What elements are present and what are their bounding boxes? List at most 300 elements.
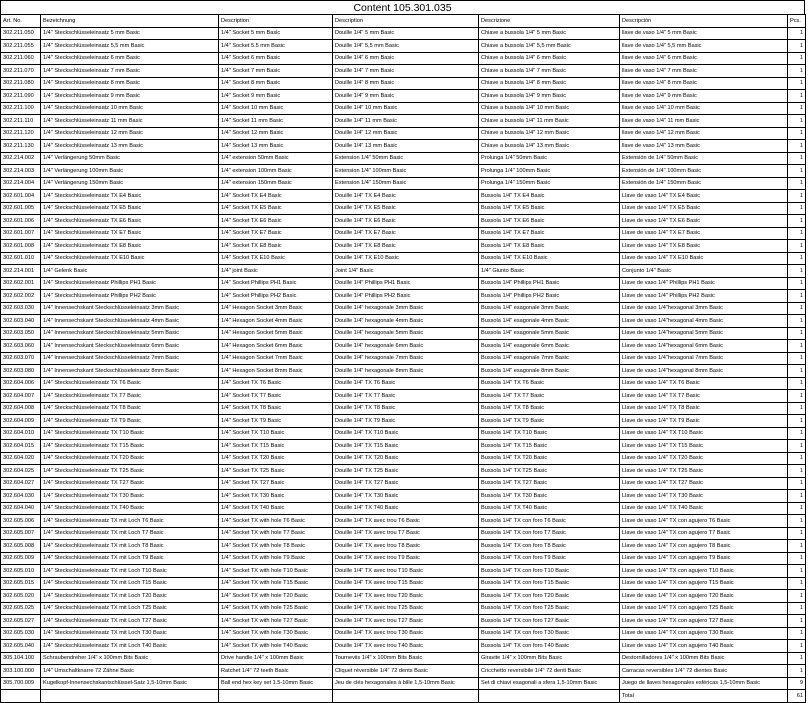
table-row (1, 665, 806, 678)
cell-pcs: 1 (788, 352, 806, 365)
cell-pcs: 1 (788, 177, 806, 190)
cell-pcs: 1 (788, 202, 806, 215)
cell-descrizione: Chiave a bussola 1/4" 5,5 mm Basic (479, 40, 620, 53)
cell-descripcion: llave de vaso 1/4" 9 mm Basic (620, 90, 788, 103)
cell-description-en: 1/4" Socket 7 mm Basic (219, 65, 333, 78)
cell-description-fr: Douille 1/4" TX T7 Basic (333, 390, 479, 403)
cell-art-no: 302.604.006 (1, 377, 41, 390)
cell-bezeichnung: 1/4" Steckschlüsseleinsatz 5 mm Basic (41, 27, 219, 40)
cell-description-fr: Tourneviis 1/4" x 100mm Bits Basic (333, 652, 479, 665)
cell-pcs: 1 (788, 90, 806, 103)
cell-art-no: 305.104.100 (1, 652, 41, 665)
table-row (1, 190, 806, 203)
cell-description-fr: Douille 1/4" TX E8 Basic (333, 240, 479, 253)
cell-description-en: 1/4" Socket 9 mm Basic (219, 90, 333, 103)
cell-descripcion: Llave de vaso 1/4" TX con agujero T30 Basic (620, 627, 788, 640)
cell-description-en: 1/4" Socket TX with hole T7 Basic (219, 527, 333, 540)
cell-description-en: 1/4" Socket TX with hole T10 Basic (219, 565, 333, 578)
cell-art-no: 302.601.005 (1, 202, 41, 215)
cell-art-no: 302.214.001 (1, 265, 41, 278)
cell-descripcion: Carracas reversibles 1/4" 72 dientes Basic (620, 665, 788, 678)
cell-pcs: 1 (788, 265, 806, 278)
cell-bezeichnung: 1/4" Steckschlüsseleinsatz 13 mm Basic (41, 140, 219, 153)
cell-pcs: 1 (788, 165, 806, 178)
cell-description-en: 1/4" Socket TX E6 Basic (219, 215, 333, 228)
cell-art-no: 302.214.002 (1, 152, 41, 165)
cell-descrizione: Bussola 1/4" Phillips PH1 Basic (479, 277, 620, 290)
cell-descripcion: Llave de vaso 1/4" TX T10 Basic (620, 427, 788, 440)
cell-bezeichnung: 1/4" Steckschlüsseleinsatz TX T20 Basic (41, 452, 219, 465)
total-row-empty-cell (479, 690, 620, 703)
cell-description-fr: Douille 1/4" TX avec trou T7 Basic (333, 527, 479, 540)
cell-description-en: 1/4" Hexagon Socket 4mm Basic (219, 315, 333, 328)
cell-descrizione: Bussola 1/4" esagonale 4mm Basic (479, 315, 620, 328)
cell-description-en: 1/4" extension 100mm Basic (219, 165, 333, 178)
cell-descripcion: Llave de vaso 1/4" TX E6 Basic (620, 215, 788, 228)
total-row-empty-cell (333, 690, 479, 703)
cell-art-no: 302.601.010 (1, 252, 41, 265)
cell-description-fr: Douille 1/4" TX E7 Basic (333, 227, 479, 240)
cell-descrizione: Bussola 1/4" TX T7 Basic (479, 390, 620, 403)
cell-art-no: 302.603.080 (1, 365, 41, 378)
cell-description-en: 1/4" Socket 6 mm Basic (219, 52, 333, 65)
cell-descripcion: Llave de vaso 1/4" TX con agujero T15 Basic (620, 577, 788, 590)
cell-description-fr: Douille 1/4" Phillips PH1 Basic (333, 277, 479, 290)
cell-pcs: 1 (788, 465, 806, 478)
cell-description-fr: Douille 1/4" hexagonale 7mm Basic (333, 352, 479, 365)
cell-art-no: 302.605.015 (1, 577, 41, 590)
cell-pcs: 1 (788, 477, 806, 490)
table-row (1, 202, 806, 215)
cell-descripcion: Llave de vaso 1/4"hexagonal 7mm Basic (620, 352, 788, 365)
table-row (1, 52, 806, 65)
cell-bezeichnung: 1/4" Steckschlüsseleinsatz TX T15 Basic (41, 440, 219, 453)
cell-pcs: 1 (788, 665, 806, 678)
cell-pcs: 1 (788, 590, 806, 603)
cell-descripcion: Llave de vaso 1/4"hexagonal 6mm Basic (620, 340, 788, 353)
table-row (1, 27, 806, 40)
column-header-descripcion: Descripción (620, 15, 788, 28)
cell-description-fr: Douille 1/4" hexagonale 5mm Basic (333, 327, 479, 340)
cell-descrizione: Bussola 1/4" TX con foro T27 Basic (479, 615, 620, 628)
cell-descripcion: Llave de vaso 1/4" TX E4 Basic (620, 190, 788, 203)
cell-descripcion: Llave de vaso 1/4" TX E7 Basic (620, 227, 788, 240)
table-row (1, 302, 806, 315)
table-row (1, 65, 806, 78)
cell-description-en: 1/4" Socket TX with hole T9 Basic (219, 552, 333, 565)
cell-descrizione: Bussola 1/4" Phillips PH2 Basic (479, 290, 620, 303)
cell-art-no: 302.211.100 (1, 102, 41, 115)
cell-pcs: 1 (788, 652, 806, 665)
cell-pcs: 1 (788, 640, 806, 653)
cell-descrizione: Bussola 1/4" TX con foro T9 Basic (479, 552, 620, 565)
table-row (1, 377, 806, 390)
cell-description-fr: Douille 1/4" TX E4 Basic (333, 190, 479, 203)
cell-description-fr: Douille 1/4" TX T6 Basic (333, 377, 479, 390)
cell-description-fr: Douille 1/4" TX T40 Basic (333, 502, 479, 515)
cell-descrizione: Bussola 1/4" esagonale 6mm Basic (479, 340, 620, 353)
cell-descrizione: Bussola 1/4" TX T15 Basic (479, 440, 620, 453)
table-row (1, 515, 806, 528)
table-row (1, 315, 806, 328)
cell-art-no: 302.214.004 (1, 177, 41, 190)
cell-descripcion: Llave de vaso 1/4" TX con agujero T6 Basic (620, 515, 788, 528)
cell-descrizione: 1/4" Giunto Basic (479, 265, 620, 278)
cell-descripcion: Llave de vaso 1/4" TX E10 Basic (620, 252, 788, 265)
cell-description-en: Ratchet 1/4" 72 teeth Basic (219, 665, 333, 678)
cell-descripcion: Llave de vaso 1/4" Phillips PH2 Basic (620, 290, 788, 303)
cell-description-en: 1/4" Socket TX E10 Basic (219, 252, 333, 265)
cell-art-no: 302.601.004 (1, 190, 41, 203)
cell-descripcion: Llave de vaso 1/4" TX T7 Basic (620, 390, 788, 403)
cell-bezeichnung: Kugelkopf-Innensechskantschlüssel-Satz 1,5-10mm Basic (41, 677, 219, 690)
table-row (1, 415, 806, 428)
cell-description-en: 1/4" Hexagon Socket 8mm Basic (219, 365, 333, 378)
cell-descrizione: Prolunga 1/4" 50mm Basic (479, 152, 620, 165)
table-row (1, 390, 806, 403)
cell-descrizione: Bussola 1/4" TX con foro T6 Basic (479, 515, 620, 528)
cell-pcs: 1 (788, 252, 806, 265)
table-row (1, 627, 806, 640)
table-row (1, 240, 806, 253)
cell-art-no: 302.603.070 (1, 352, 41, 365)
cell-bezeichnung: 1/4" Steckschlüsseleinsatz TX E5 Basic (41, 202, 219, 215)
cell-bezeichnung: 1/4" Steckschlüsseleinsatz TX E10 Basic (41, 252, 219, 265)
cell-bezeichnung: 1/4" Steckschlüsseleinsatz 10 mm Basic (41, 102, 219, 115)
cell-description-fr: Douille 1/4" TX E5 Basic (333, 202, 479, 215)
cell-description-en: Drive handle 1/4" x 100mm Basic (219, 652, 333, 665)
total-row-empty-cell (219, 690, 333, 703)
cell-bezeichnung: 1/4" Steckschlüsseleinsatz 9 mm Basic (41, 90, 219, 103)
cell-pcs: 1 (788, 515, 806, 528)
cell-description-en: 1/4" Socket TX with hole T25 Basic (219, 602, 333, 615)
cell-descripcion: Llave de vaso 1/4" Phillips PH1 Basic (620, 277, 788, 290)
content-table (0, 14, 806, 703)
total-row-empty-cell (1, 690, 41, 703)
cell-descripcion: Llave de vaso 1/4" TX T27 Basic (620, 477, 788, 490)
cell-pcs: 1 (788, 215, 806, 228)
cell-descrizione: Bussola 1/4" TX E7 Basic (479, 227, 620, 240)
cell-art-no: 302.211.110 (1, 115, 41, 128)
cell-pcs: 1 (788, 402, 806, 415)
cell-description-en: 1/4" Socket TX E7 Basic (219, 227, 333, 240)
table-row (1, 427, 806, 440)
cell-descrizione: Prolunga 1/4" 100mm Basic (479, 165, 620, 178)
column-header-description-en: Description (219, 15, 333, 28)
cell-descripcion: Llave de vaso 1/4"hexagonal 3mm Basic (620, 302, 788, 315)
cell-bezeichnung: 1/4" Gelenk Basic (41, 265, 219, 278)
cell-description-fr: Douille 1/4" TX T15 Basic (333, 440, 479, 453)
cell-pcs: 1 (788, 452, 806, 465)
cell-description-en: 1/4" Hexagon Socket 7mm Basic (219, 352, 333, 365)
cell-description-fr: Douille 1/4" TX avec trou T15 Basic (333, 577, 479, 590)
cell-art-no: 302.601.007 (1, 227, 41, 240)
cell-bezeichnung: 1/4" Steckschlüsseleinsatz TX mit Loch T30 Basic (41, 627, 219, 640)
cell-description-fr: Douille 1/4" TX T10 Basic (333, 427, 479, 440)
cell-pcs: 1 (788, 190, 806, 203)
cell-description-fr: Douille 1/4" TX avec trou T40 Basic (333, 640, 479, 653)
cell-descrizione: Bussola 1/4" TX E8 Basic (479, 240, 620, 253)
cell-description-en: 1/4" Socket TX T27 Basic (219, 477, 333, 490)
cell-bezeichnung: 1/4" Steckschlüsseleinsatz 6 mm Basic (41, 52, 219, 65)
cell-pcs: 9 (788, 677, 806, 690)
cell-bezeichnung: 1/4" Verlängerung 150mm Basic (41, 177, 219, 190)
cell-bezeichnung: 1/4" Steckschlüsseleinsatz TX T40 Basic (41, 502, 219, 515)
cell-description-fr: Douille 1/4" TX E10 Basic (333, 252, 479, 265)
cell-descrizione: Bussola 1/4" TX E10 Basic (479, 252, 620, 265)
cell-description-en: 1/4" Socket 12 mm Basic (219, 127, 333, 140)
cell-bezeichnung: 1/4" Steckschlüsseleinsatz TX mit Loch T40 Basic (41, 640, 219, 653)
cell-descrizione: Chiave a bussola 1/4" 7 mm Basic (479, 65, 620, 78)
table-row (1, 602, 806, 615)
cell-description-en: 1/4" Socket TX with hole T15 Basic (219, 577, 333, 590)
cell-description-fr: Douille 1/4" TX avec trou T25 Basic (333, 602, 479, 615)
cell-descrizione: Chiave a bussola 1/4" 5 mm Basic (479, 27, 620, 40)
cell-art-no: 302.605.020 (1, 590, 41, 603)
cell-description-en: 1/4" Socket TX T20 Basic (219, 452, 333, 465)
table-row (1, 40, 806, 53)
cell-description-fr: Douille 1/4" 7 mm Basic (333, 65, 479, 78)
cell-description-en: 1/4" Socket TX T25 Basic (219, 465, 333, 478)
cell-descrizione: Bussola 1/4" TX T8 Basic (479, 402, 620, 415)
cell-bezeichnung: 1/4" Steckschlüsseleinsatz Phillips PH1 Basic (41, 277, 219, 290)
cell-descripcion: Llave de vaso 1/4" TX E5 Basic (620, 202, 788, 215)
cell-pcs: 1 (788, 490, 806, 503)
cell-description-fr: Douille 1/4" TX T9 Basic (333, 415, 479, 428)
cell-art-no: 302.604.008 (1, 402, 41, 415)
table-row (1, 652, 806, 665)
table-row (1, 115, 806, 128)
cell-pcs: 1 (788, 65, 806, 78)
cell-description-fr: Douille 1/4" 6 mm Basic (333, 52, 479, 65)
cell-description-en: 1/4" Socket TX T40 Basic (219, 502, 333, 515)
table-row (1, 252, 806, 265)
cell-art-no: 302.604.027 (1, 477, 41, 490)
cell-bezeichnung: 1/4" Steckschlüsseleinsatz TX T10 Basic (41, 427, 219, 440)
total-row (1, 690, 806, 703)
cell-art-no: 302.211.055 (1, 40, 41, 53)
cell-bezeichnung: 1/4" Steckschlüsseleinsatz TX mit Loch T6 Basic (41, 515, 219, 528)
cell-pcs: 1 (788, 140, 806, 153)
cell-description-fr: Extension 1/4" 50mm Basic (333, 152, 479, 165)
cell-descripcion: Llave de vaso 1/4" TX con agujero T40 Basic (620, 640, 788, 653)
table-row (1, 352, 806, 365)
cell-descripcion: Llave de vaso 1/4" TX T8 Basic (620, 402, 788, 415)
cell-description-fr: Douille 1/4" 12 mm Basic (333, 127, 479, 140)
cell-bezeichnung: 1/4" Steckschlüsseleinsatz TX T8 Basic (41, 402, 219, 415)
table-row (1, 540, 806, 553)
cell-bezeichnung: Schraubendreher 1/4" x 100mm Bits Basic (41, 652, 219, 665)
cell-art-no: 303.100.000 (1, 665, 41, 678)
cell-description-fr: Douille 1/4" TX avec trou T27 Basic (333, 615, 479, 628)
cell-art-no: 302.601.008 (1, 240, 41, 253)
cell-descrizione: Bussola 1/4" esagonale 3mm Basic (479, 302, 620, 315)
cell-description-en: 1/4" Socket TX T15 Basic (219, 440, 333, 453)
cell-art-no: 302.605.025 (1, 602, 41, 615)
cell-bezeichnung: 1/4" Steckschlüsseleinsatz TX E7 Basic (41, 227, 219, 240)
table-row (1, 640, 806, 653)
cell-bezeichnung: 1/4" Steckschlüsseleinsatz TX T25 Basic (41, 465, 219, 478)
table-row (1, 327, 806, 340)
cell-description-fr: Douille 1/4" 9 mm Basic (333, 90, 479, 103)
cell-art-no: 302.603.040 (1, 315, 41, 328)
cell-bezeichnung: 1/4" Steckschlüsseleinsatz TX T9 Basic (41, 415, 219, 428)
table-row (1, 615, 806, 628)
cell-description-en: 1/4" Hexagon Socket 5mm Basic (219, 327, 333, 340)
cell-bezeichnung: 1/4" Steckschlüsseleinsatz TX mit Loch T27 Basic (41, 615, 219, 628)
table-row (1, 77, 806, 90)
cell-descrizione: Set di chiavi esagonali a sfera 1,5-10mm Basic (479, 677, 620, 690)
cell-description-fr: Extension 1/4" 150mm Basic (333, 177, 479, 190)
cell-descripcion: Llave de vaso 1/4" TX E8 Basic (620, 240, 788, 253)
table-row (1, 477, 806, 490)
total-value: 61 (788, 690, 806, 703)
cell-description-fr: Douille 1/4" TX avec trou T10 Basic (333, 565, 479, 578)
cell-bezeichnung: 1/4" Steckschlüsseleinsatz TX mit Loch T7 Basic (41, 527, 219, 540)
cell-bezeichnung: 1/4" Steckschlüsseleinsatz TX T7 Basic (41, 390, 219, 403)
cell-descrizione: Bussola 1/4" TX T40 Basic (479, 502, 620, 515)
cell-art-no: 302.604.015 (1, 440, 41, 453)
cell-pcs: 1 (788, 527, 806, 540)
cell-art-no: 302.603.030 (1, 302, 41, 315)
cell-description-fr: Douille 1/4" TX avec trou T6 Basic (333, 515, 479, 528)
cell-art-no: 302.211.090 (1, 90, 41, 103)
cell-description-fr: Douille 1/4" TX T20 Basic (333, 452, 479, 465)
cell-description-en: 1/4" Socket TX E8 Basic (219, 240, 333, 253)
cell-descrizione: Chiave a bussola 1/4" 10 mm Basic (479, 102, 620, 115)
total-row-empty-cell (41, 690, 219, 703)
cell-description-fr: Douille 1/4" TX avec trou T9 Basic (333, 552, 479, 565)
cell-description-fr: Douille 1/4" hexagonale 8mm Basic (333, 365, 479, 378)
cell-pcs: 1 (788, 240, 806, 253)
cell-description-fr: Douille 1/4" TX T27 Basic (333, 477, 479, 490)
cell-description-en: 1/4" Socket Phillips PH2 Basic (219, 290, 333, 303)
cell-pcs: 1 (788, 390, 806, 403)
cell-bezeichnung: 1/4" Steckschlüsseleinsatz TX mit Loch T20 Basic (41, 590, 219, 603)
cell-descripcion: llave de vaso 1/4" 5 mm Basic (620, 27, 788, 40)
cell-descripcion: Juego de llaves hexagonales esféricas 1,5-10mm Basic (620, 677, 788, 690)
cell-pcs: 1 (788, 127, 806, 140)
cell-descripcion: Llave de vaso 1/4"hexagonal 4mm Basic (620, 315, 788, 328)
cell-art-no: 302.211.050 (1, 27, 41, 40)
cell-descripcion: Llave de vaso 1/4" TX T9 Basic (620, 415, 788, 428)
cell-description-fr: Douille 1/4" hexagonale 6mm Basic (333, 340, 479, 353)
cell-descrizione: Bussola 1/4" TX con foro T8 Basic (479, 540, 620, 553)
cell-bezeichnung: 1/4" Innensechskant Steckschlüsseleinsatz 7mm Basic (41, 352, 219, 365)
page-title: Content 105.301.035 (0, 0, 805, 14)
cell-art-no: 302.604.009 (1, 415, 41, 428)
cell-art-no: 302.604.040 (1, 502, 41, 515)
cell-description-en: 1/4" Socket TX T9 Basic (219, 415, 333, 428)
cell-description-fr: Douille 1/4" Phillips PH2 Basic (333, 290, 479, 303)
cell-description-en: 1/4" Socket Phillips PH1 Basic (219, 277, 333, 290)
cell-description-en: 1/4" Socket TX with hole T20 Basic (219, 590, 333, 603)
cell-descrizione: Giravite 1/4" x 100mm Bits Basic (479, 652, 620, 665)
cell-descrizione: Prolunga 1/4" 150mm Basic (479, 177, 620, 190)
cell-descripcion: Llave de vaso 1/4" TX T30 Basic (620, 490, 788, 503)
cell-pcs: 1 (788, 340, 806, 353)
cell-art-no: 302.214.003 (1, 165, 41, 178)
cell-descrizione: Chiave a bussola 1/4" 9 mm Basic (479, 90, 620, 103)
cell-art-no: 302.601.006 (1, 215, 41, 228)
cell-art-no: 302.605.009 (1, 552, 41, 565)
cell-description-fr: Douille 1/4" 10 mm Basic (333, 102, 479, 115)
cell-art-no: 302.603.050 (1, 327, 41, 340)
cell-bezeichnung: 1/4" Steckschlüsseleinsatz TX mit Loch T25 Basic (41, 602, 219, 615)
table-row (1, 590, 806, 603)
cell-bezeichnung: 1/4" Steckschlüsseleinsatz TX mit Loch T9 Basic (41, 552, 219, 565)
cell-pcs: 1 (788, 615, 806, 628)
table-row (1, 440, 806, 453)
cell-descripcion: Llave de vaso 1/4" TX T6 Basic (620, 377, 788, 390)
cell-descrizione: Bussola 1/4" TX con foro T7 Basic (479, 527, 620, 540)
cell-pcs: 1 (788, 502, 806, 515)
total-label: Total (620, 690, 788, 703)
cell-descripcion: llave de vaso 1/4" 5,5 mm Basic (620, 40, 788, 53)
cell-pcs: 1 (788, 552, 806, 565)
cell-descrizione: Bussola 1/4" TX T10 Basic (479, 427, 620, 440)
table-row (1, 577, 806, 590)
cell-art-no: 302.605.030 (1, 627, 41, 640)
cell-description-en: 1/4" Socket TX with hole T8 Basic (219, 540, 333, 553)
cell-descripcion: Llave de vaso 1/4" TX con agujero T8 Basic (620, 540, 788, 553)
table-row (1, 527, 806, 540)
cell-descrizione: Bussola 1/4" TX T9 Basic (479, 415, 620, 428)
cell-descripcion: llave de vaso 1/4" 8 mm Basic (620, 77, 788, 90)
cell-descripcion: Conjunto 1/4" Basic (620, 265, 788, 278)
cell-bezeichnung: 1/4" Steckschlüsseleinsatz Phillips PH2 Basic (41, 290, 219, 303)
cell-description-en: 1/4" Socket TX T7 Basic (219, 390, 333, 403)
cell-description-fr: Douille 1/4" 5,5 mm Basic (333, 40, 479, 53)
table-row (1, 227, 806, 240)
cell-description-en: 1/4" Socket 8 mm Basic (219, 77, 333, 90)
cell-pcs: 1 (788, 415, 806, 428)
cell-description-en: 1/4" joint Basic (219, 265, 333, 278)
cell-descripcion: llave de vaso 1/4" 12 mm Basic (620, 127, 788, 140)
cell-description-en: 1/4" extension 50mm Basic (219, 152, 333, 165)
cell-descripcion: Llave de vaso 1/4"hexagonal 5mm Basic (620, 327, 788, 340)
cell-art-no: 302.211.080 (1, 77, 41, 90)
cell-bezeichnung: 1/4" Innensechskant Steckschlüsseleinsatz 3mm Basic (41, 302, 219, 315)
cell-description-en: 1/4" Socket TX with hole T6 Basic (219, 515, 333, 528)
cell-bezeichnung: 1/4" Umschaltknarre 72 Zähne Basic (41, 665, 219, 678)
cell-descrizione: Cricchetto reversibile 1/4" 72 denti Basic (479, 665, 620, 678)
column-header-art-no: Art. No. (1, 15, 41, 28)
cell-bezeichnung: 1/4" Steckschlüsseleinsatz TX E8 Basic (41, 240, 219, 253)
cell-art-no: 302.605.006 (1, 515, 41, 528)
cell-descrizione: Bussola 1/4" TX T20 Basic (479, 452, 620, 465)
cell-descripcion: llave de vaso 1/4" 6 mm Basic (620, 52, 788, 65)
table-row (1, 452, 806, 465)
table-row (1, 215, 806, 228)
cell-descrizione: Bussola 1/4" TX con foro T40 Basic (479, 640, 620, 653)
cell-bezeichnung: 1/4" Steckschlüsseleinsatz TX mit Loch T8 Basic (41, 540, 219, 553)
table-row (1, 340, 806, 353)
cell-descrizione: Bussola 1/4" TX T25 Basic (479, 465, 620, 478)
cell-pcs: 1 (788, 290, 806, 303)
cell-descrizione: Chiave a bussola 1/4" 12 mm Basic (479, 127, 620, 140)
cell-description-en: 1/4" Socket TX E4 Basic (219, 190, 333, 203)
cell-art-no: 305.700.009 (1, 677, 41, 690)
cell-bezeichnung: 1/4" Innensechskant Steckschlüsseleinsatz 8mm Basic (41, 365, 219, 378)
column-header-pcs: Pcs. (788, 15, 806, 28)
cell-art-no: 302.603.060 (1, 340, 41, 353)
cell-descripcion: llave de vaso 1/4" 11 mm Basic (620, 115, 788, 128)
cell-description-fr: Douille 1/4" 8 mm Basic (333, 77, 479, 90)
cell-bezeichnung: 1/4" Steckschlüsseleinsatz TX T27 Basic (41, 477, 219, 490)
cell-description-en: 1/4" Socket TX with hole T30 Basic (219, 627, 333, 640)
column-header-description-fr: Description (333, 15, 479, 28)
